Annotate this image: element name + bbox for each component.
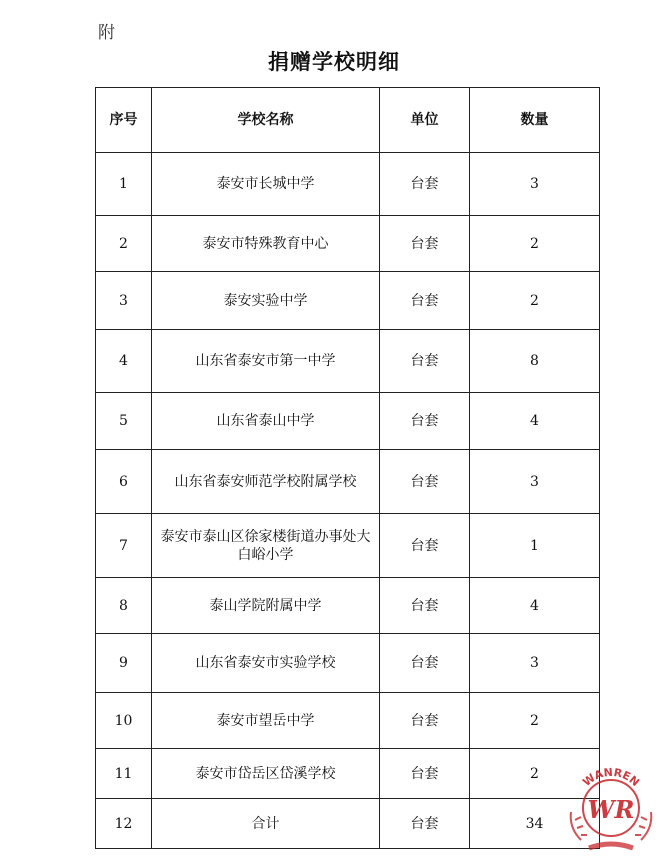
row-qty: 2 <box>470 693 600 749</box>
row-qty: 3 <box>470 634 600 693</box>
row-no: 1 <box>96 153 152 216</box>
row-school: 山东省泰安师范学校附属学校 <box>152 450 380 514</box>
table-row <box>96 634 600 693</box>
row-qty: 2 <box>470 749 600 799</box>
row-unit: 台套 <box>380 514 470 578</box>
row-qty: 2 <box>470 272 600 330</box>
table-row <box>96 749 600 799</box>
row-qty: 4 <box>470 393 600 450</box>
row-unit: 台套 <box>380 216 470 272</box>
page-title: 捐赠学校明细 <box>268 49 400 74</box>
table-row <box>96 693 600 749</box>
row-unit: 台套 <box>380 393 470 450</box>
row-qty: 2 <box>470 216 600 272</box>
row-unit: 台套 <box>380 749 470 799</box>
row-unit: 台套 <box>380 153 470 216</box>
wanren-watermark-logo <box>565 762 657 854</box>
row-qty: 1 <box>470 514 600 578</box>
header-qty: 数量 <box>470 88 600 153</box>
row-school: 山东省泰山中学 <box>152 393 380 450</box>
row-school: 山东省泰安市第一中学 <box>152 330 380 393</box>
table-header-row <box>96 88 600 153</box>
attachment-label: 附 <box>98 23 115 43</box>
row-qty: 3 <box>470 450 600 514</box>
table-row <box>96 514 600 578</box>
row-unit: 台套 <box>380 330 470 393</box>
row-no: 9 <box>96 634 152 693</box>
row-no: 11 <box>96 749 152 799</box>
svg-text:WANREN <box>580 766 642 789</box>
row-school: 泰山学院附属中学 <box>152 578 380 634</box>
watermark-text: WANREN <box>580 765 642 790</box>
row-no: 2 <box>96 216 152 272</box>
row-school: 泰安市长城中学 <box>152 153 380 216</box>
row-school: 泰安市岱岳区岱溪学校 <box>152 749 380 799</box>
table-row <box>96 272 600 330</box>
row-no: 6 <box>96 450 152 514</box>
row-no: 12 <box>96 799 152 849</box>
table-row <box>96 393 600 450</box>
header-unit: 单位 <box>380 88 470 153</box>
row-no: 4 <box>96 330 152 393</box>
row-school: 泰安实验中学 <box>152 272 380 330</box>
row-no: 7 <box>96 514 152 578</box>
table-row-total <box>96 799 600 849</box>
donation-table <box>95 87 600 849</box>
row-unit: 台套 <box>380 799 470 849</box>
row-school: 泰安市泰山区徐家楼街道办事处大白峪小学 <box>152 514 380 578</box>
row-school: 泰安市特殊教育中心 <box>152 216 380 272</box>
row-unit: 台套 <box>380 634 470 693</box>
row-unit: 台套 <box>380 272 470 330</box>
table-row <box>96 330 600 393</box>
header-school: 学校名称 <box>152 88 380 153</box>
table-row <box>96 578 600 634</box>
row-no: 8 <box>96 578 152 634</box>
row-qty: 34 <box>470 799 600 849</box>
header-no: 序号 <box>96 88 152 153</box>
row-unit: 台套 <box>380 450 470 514</box>
table-row <box>96 153 600 216</box>
row-qty: 3 <box>470 153 600 216</box>
row-qty: 8 <box>470 330 600 393</box>
row-school: 泰安市望岳中学 <box>152 693 380 749</box>
row-unit: 台套 <box>380 578 470 634</box>
row-no: 5 <box>96 393 152 450</box>
row-no: 10 <box>96 693 152 749</box>
row-school: 合计 <box>152 799 380 849</box>
table-row <box>96 450 600 514</box>
watermark-monogram: WR <box>587 795 635 824</box>
row-school: 山东省泰安市实验学校 <box>152 634 380 693</box>
table-row <box>96 216 600 272</box>
row-unit: 台套 <box>380 693 470 749</box>
row-qty: 4 <box>470 578 600 634</box>
row-no: 3 <box>96 272 152 330</box>
